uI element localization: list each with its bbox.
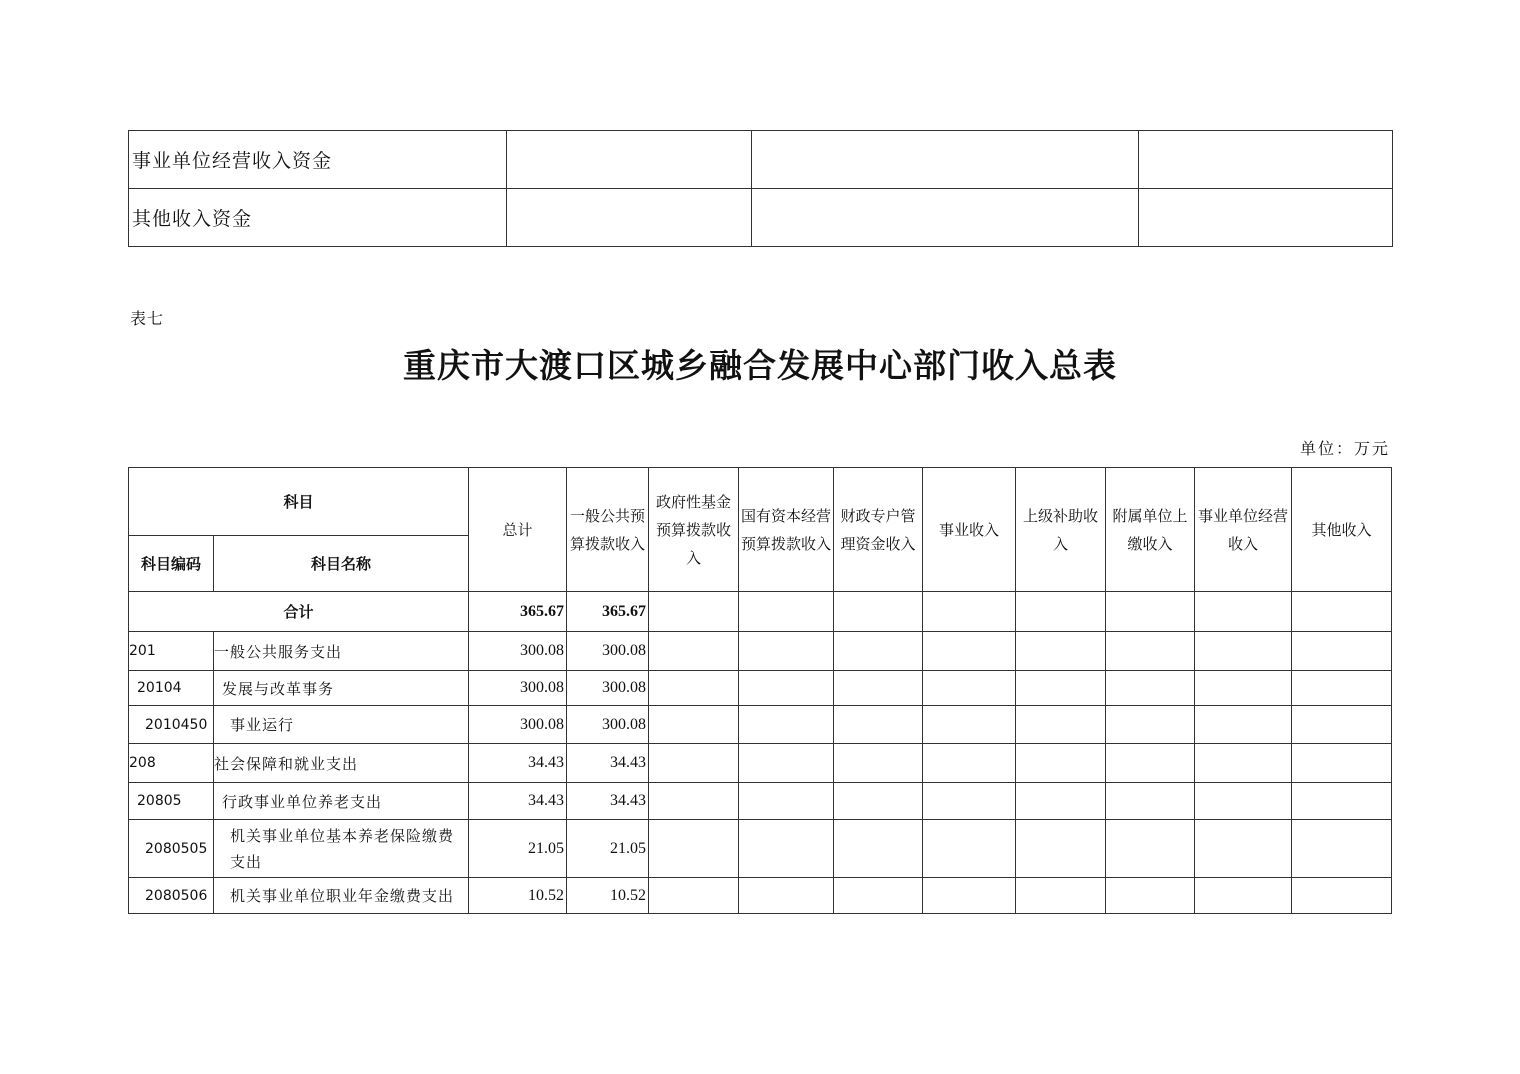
- value-cell: [1292, 671, 1392, 706]
- value-cell: 34.43: [567, 744, 649, 783]
- value-cell: [1016, 744, 1106, 783]
- value-cell: [834, 706, 923, 744]
- row-label: 事业单位经营收入资金: [129, 131, 507, 189]
- subject-name: 机关事业单位职业年金缴费支出: [214, 878, 469, 914]
- value-cell: [923, 744, 1016, 783]
- value-cell: 300.08: [567, 632, 649, 671]
- value-cell: [923, 671, 1016, 706]
- unit-label: 单位：万元: [1299, 439, 1390, 458]
- column-header: 事业单位经营收入: [1195, 468, 1292, 592]
- page-title: 重庆市大渡口区城乡融合发展中心部门收入总表: [403, 346, 1117, 385]
- value-cell: 34.43: [567, 783, 649, 820]
- value-cell: [923, 592, 1016, 632]
- value-cell: [1106, 632, 1195, 671]
- value-cell: [1195, 632, 1292, 671]
- value-cell: [1292, 744, 1392, 783]
- value-cell: [923, 820, 1016, 878]
- value-cell: 300.08: [469, 706, 567, 744]
- value-cell: [1292, 632, 1392, 671]
- subject-code: 20805: [129, 783, 214, 820]
- value-cell: [834, 783, 923, 820]
- value-cell: [649, 878, 739, 914]
- column-header: 总计: [469, 468, 567, 592]
- value-cell: [649, 671, 739, 706]
- column-header: 其他收入: [1292, 468, 1392, 592]
- value-cell: [649, 592, 739, 632]
- value-cell: [649, 820, 739, 878]
- value-cell: [739, 592, 834, 632]
- value-cell: [649, 632, 739, 671]
- value-cell: [1016, 820, 1106, 878]
- header-row: [129, 468, 1392, 536]
- subject-name: 事业运行: [214, 706, 469, 744]
- subject-code: 2080505: [129, 820, 214, 878]
- value-cell: [1139, 189, 1393, 247]
- value-cell: [1195, 820, 1292, 878]
- table-row: [129, 706, 1392, 744]
- column-header: 政府性基金预算拨款收入: [649, 468, 739, 592]
- total-label: 合计: [129, 592, 469, 632]
- value-cell: [834, 592, 923, 632]
- subject-code: 2080506: [129, 878, 214, 914]
- value-cell: [923, 632, 1016, 671]
- value-cell: [1106, 706, 1195, 744]
- value-cell: [1195, 878, 1292, 914]
- column-header: 财政专户管理资金收入: [834, 468, 923, 592]
- subject-name-header: 科目名称: [214, 536, 469, 592]
- income-source-table: [128, 130, 1393, 247]
- value-cell: [834, 632, 923, 671]
- value-cell: 34.43: [469, 744, 567, 783]
- value-cell: [507, 131, 752, 189]
- table-row: [129, 131, 1393, 189]
- table-number: 表七: [130, 309, 165, 328]
- value-cell: [649, 783, 739, 820]
- table-row: [129, 783, 1392, 820]
- subject-code: 20104: [129, 671, 214, 706]
- value-cell: 10.52: [469, 878, 567, 914]
- value-cell: [1016, 783, 1106, 820]
- subject-code: 208: [129, 744, 214, 783]
- column-header: 上级补助收入: [1016, 468, 1106, 592]
- value-cell: [739, 820, 834, 878]
- value-cell: [923, 783, 1016, 820]
- value-cell: [923, 706, 1016, 744]
- value-cell: 300.08: [567, 671, 649, 706]
- column-header: 附属单位上缴收入: [1106, 468, 1195, 592]
- subject-name: 机关事业单位基本养老保险缴费支出: [214, 820, 469, 878]
- value-cell: [739, 783, 834, 820]
- subject-group-header: 科目: [129, 468, 469, 536]
- value-cell: 21.05: [469, 820, 567, 878]
- subject-name: 发展与改革事务: [214, 671, 469, 706]
- subject-name: 行政事业单位养老支出: [214, 783, 469, 820]
- value-cell: [739, 632, 834, 671]
- value-cell: [1292, 820, 1392, 878]
- value-cell: [1106, 592, 1195, 632]
- subject-code: 201: [129, 632, 214, 671]
- subject-code-header: 科目编码: [129, 536, 214, 592]
- table-row: [129, 189, 1393, 247]
- value-cell: [1195, 592, 1292, 632]
- subject-name: 一般公共服务支出: [214, 632, 469, 671]
- value-cell: [1195, 671, 1292, 706]
- value-cell: 300.08: [469, 632, 567, 671]
- table-row: [129, 632, 1392, 671]
- value-cell: [739, 744, 834, 783]
- value-cell: [1195, 706, 1292, 744]
- column-header: 国有资本经营预算拨款收入: [739, 468, 834, 592]
- value-cell: [1195, 783, 1292, 820]
- value-cell: [1292, 706, 1392, 744]
- value-cell: [1106, 820, 1195, 878]
- value-cell: [1016, 632, 1106, 671]
- value-cell: [1292, 783, 1392, 820]
- value-cell: [834, 878, 923, 914]
- value-cell: [649, 706, 739, 744]
- table-row: [129, 878, 1392, 914]
- value-cell: [923, 878, 1016, 914]
- value-cell: [1195, 744, 1292, 783]
- value-cell: [1139, 131, 1393, 189]
- value-cell: 300.08: [567, 706, 649, 744]
- value-cell: [1292, 878, 1392, 914]
- value-cell: [739, 671, 834, 706]
- value-cell: [1016, 671, 1106, 706]
- table-row: [129, 671, 1392, 706]
- value-cell: [1016, 878, 1106, 914]
- column-header: 事业收入: [923, 468, 1016, 592]
- value-cell: 365.67: [469, 592, 567, 632]
- value-cell: 300.08: [469, 671, 567, 706]
- subject-name: 社会保障和就业支出: [214, 744, 469, 783]
- value-cell: 365.67: [567, 592, 649, 632]
- value-cell: [649, 744, 739, 783]
- subject-code: 2010450: [129, 706, 214, 744]
- value-cell: 34.43: [469, 783, 567, 820]
- table-row: [129, 744, 1392, 783]
- value-cell: [834, 744, 923, 783]
- value-cell: [752, 189, 1139, 247]
- total-row: [129, 592, 1392, 632]
- table-row: [129, 820, 1392, 878]
- department-income-table: [128, 467, 1392, 914]
- value-cell: [739, 878, 834, 914]
- value-cell: [1106, 878, 1195, 914]
- value-cell: [834, 820, 923, 878]
- value-cell: [1016, 592, 1106, 632]
- value-cell: 10.52: [567, 878, 649, 914]
- row-label: 其他收入资金: [129, 189, 507, 247]
- value-cell: [1106, 671, 1195, 706]
- value-cell: [752, 131, 1139, 189]
- value-cell: [1016, 706, 1106, 744]
- value-cell: [834, 671, 923, 706]
- value-cell: 21.05: [567, 820, 649, 878]
- value-cell: [507, 189, 752, 247]
- column-header: 一般公共预算拨款收入: [567, 468, 649, 592]
- value-cell: [1106, 783, 1195, 820]
- value-cell: [739, 706, 834, 744]
- value-cell: [1292, 592, 1392, 632]
- value-cell: [1106, 744, 1195, 783]
